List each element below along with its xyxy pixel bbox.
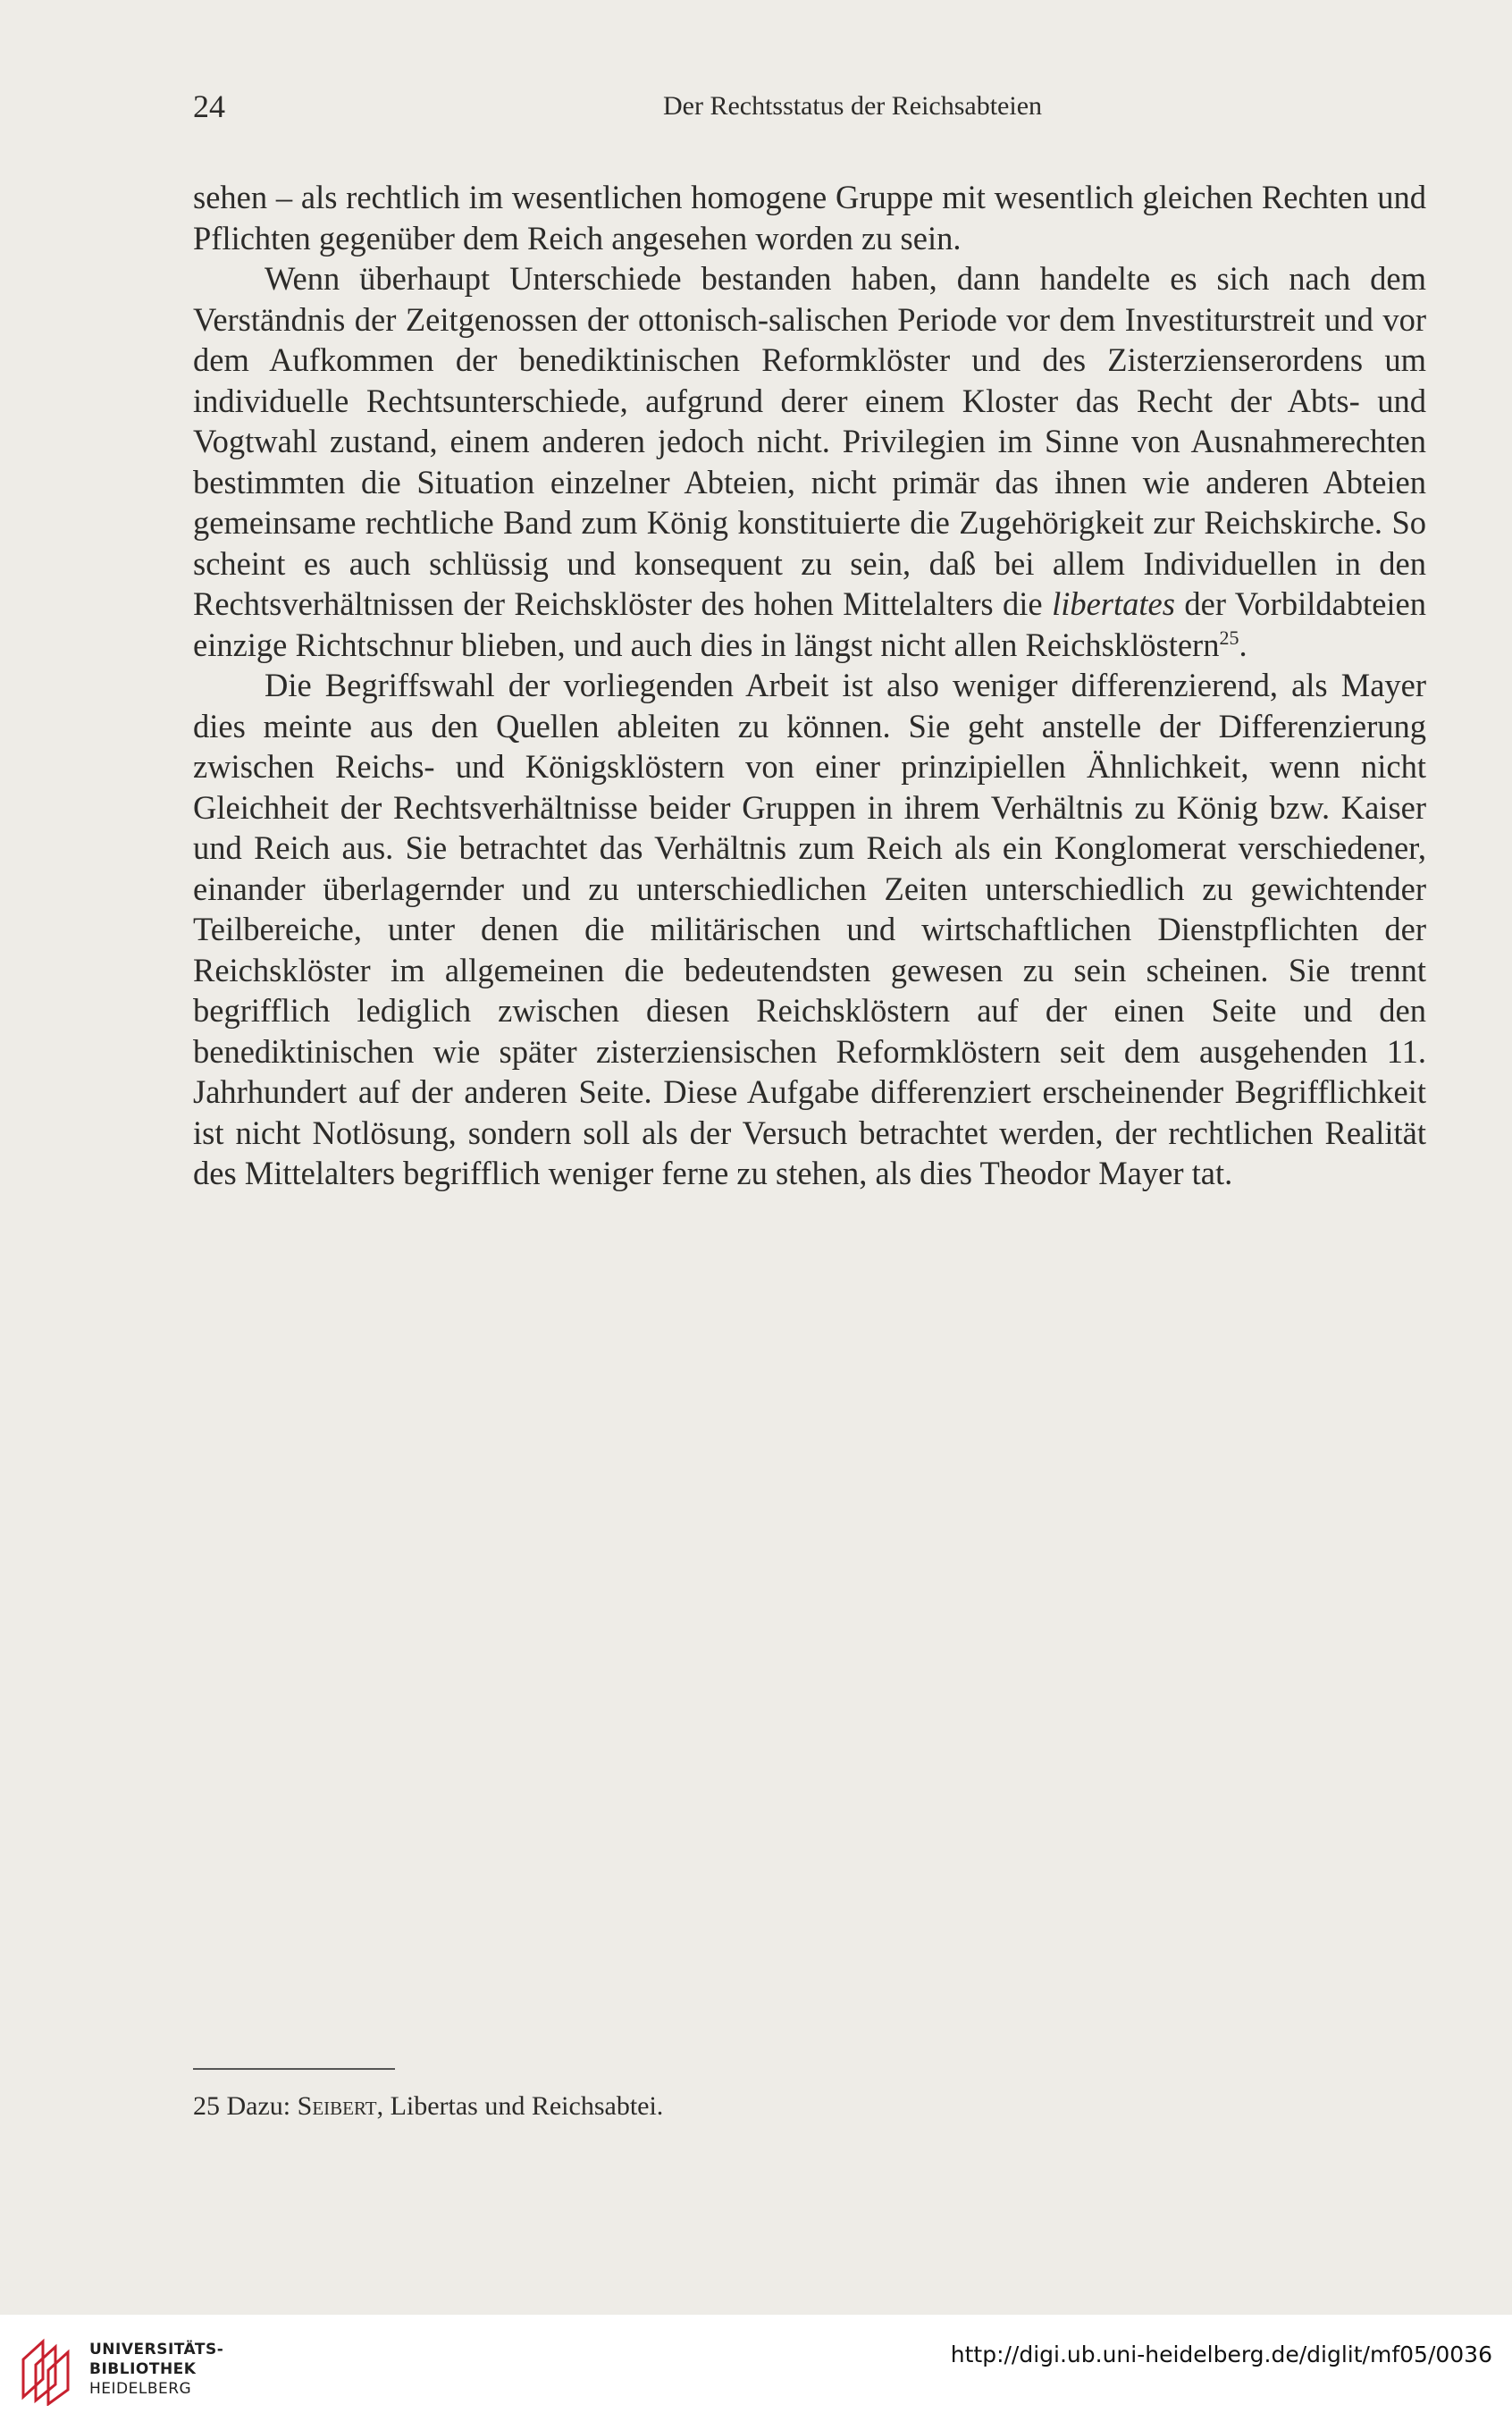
paragraph-1: sehen – als rechtlich im wesentlichen homogene Gruppe mit wesentlich gleichen Rechten und Pflichten gegenüber dem Reich angesehen worden zu sein. (193, 179, 1426, 256)
footnote-prefix: Dazu: (226, 2091, 291, 2121)
library-line-1: UNIVERSITÄTS- (89, 2341, 224, 2359)
permalink-url[interactable]: http://digi.ub.uni-heidelberg.de/diglit/mf05/0036 (950, 2342, 1492, 2367)
footnote-divider (193, 2068, 395, 2070)
footnote-reference[interactable]: 25 (1219, 626, 1239, 649)
italic-term: libertates (1052, 585, 1175, 622)
paragraph-2 (193, 258, 1426, 665)
paragraph-2-text-a: Wenn überhaupt Unterschiede bestanden haben, dann handelte es sich nach dem Verständnis der Zeitgenossen der ottonisch-salischen Periode vor dem Investiturstreit und vor dem Aufkommen der benediktinischen Reformklöster und des Zisterzienserordens um individuelle Rechtsunterschiede, aufgrund derer einem Kloster das Recht der Abts- und Vogtwahl zustand, einem anderen jedoch nicht. Privilegien im Sinne von Ausnahmerechten bestimmten die Situation einzelner Abteien, nicht primär das ihnen wie anderen Abteien gemeinsame rechtliche Band zum König konstituierte die Zugehörigkeit zur Reichskirche. So scheint es auch schlüssig und konsequent zu sein, daß bei allem Individuellen in den Rechtsverhältnissen der Reichsklöster des hohen Mittelalters die (193, 260, 1426, 622)
footnote-number: 25 (193, 2091, 220, 2121)
footnote (193, 2091, 1426, 2122)
footnote-title: , Libertas und Reichsabtei. (376, 2091, 664, 2121)
page-number: 24 (193, 88, 225, 124)
viewer-footer (0, 2315, 1512, 2430)
footnote-author: Seibert (297, 2091, 377, 2121)
library-logo-icon[interactable] (16, 2334, 79, 2406)
paragraph-2-text-b: der Vorbildabteien einzige Richtschnur blieben, und auch dies in längst nicht allen Reichsklöstern (193, 585, 1427, 663)
library-line-3: HEIDELBERG (89, 2380, 192, 2398)
library-line-2: BIBLIOTHEK (89, 2360, 197, 2378)
paragraph-2-end: . (1239, 626, 1247, 663)
page-header (193, 88, 1423, 132)
running-title: Der Rechtsstatus der Reichsabteien (662, 91, 1043, 121)
body-text (193, 177, 1426, 1194)
library-name (89, 2340, 223, 2399)
paragraph-3: Die Begriffswahl der vorliegenden Arbeit ist also weniger differenzierend, als Mayer dies meinte aus den Quellen ableiten zu können. Sie geht anstelle der Differenzierung zwischen Reichs- und Königsklöstern von einer prinzipiellen Ähnlichkeit, wenn nicht Gleichheit der Rechtsverhältnisse beider Gruppen in ihrem Verhältnis zu König bzw. Kaiser und Reich aus. Sie betrachtet das Verhältnis zum Reich als ein Konglomerat verschiedener, einander überlagernder und zu unterschiedlichen Zeiten unterschiedlich zu gewichtender Teilbereiche, unter denen die militärischen und wirtschaftlichen Dienstpflichten der Reichsklöster im allgemeinen die bedeutendsten gewesen zu sein scheinen. Sie trennt begrifflich lediglich zwischen diesen Reichsklöstern auf der einen Seite und den benediktinischen wie später zisterziensischen Reformklöstern seit dem ausgehenden 11. Jahrhundert auf der anderen Seite. Diese Aufgabe differenziert erscheinender Begrifflichkeit ist nicht Notlösung, sondern soll als der Versuch betrachtet werden, der rechtlichen Realität des Mittelalters begrifflich weniger ferne zu stehen, als dies Theodor Mayer tat. (193, 667, 1426, 1191)
